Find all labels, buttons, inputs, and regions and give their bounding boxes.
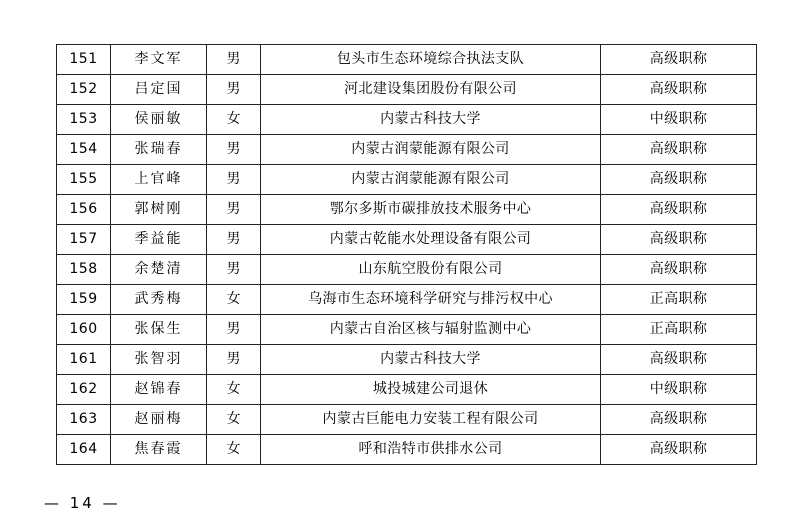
cell-org: 河北建设集团股份有限公司 — [261, 75, 601, 105]
cell-title: 中级职称 — [601, 105, 757, 135]
cell-index: 153 — [57, 105, 111, 135]
cell-title: 高级职称 — [601, 45, 757, 75]
cell-org: 内蒙古科技大学 — [261, 345, 601, 375]
page-number: — 14 — — [44, 494, 121, 512]
cell-name: 侯丽敏 — [111, 105, 207, 135]
cell-sex: 男 — [207, 135, 261, 165]
cell-org: 包头市生态环境综合执法支队 — [261, 45, 601, 75]
table-row — [57, 285, 757, 315]
cell-org: 内蒙古自治区核与辐射监测中心 — [261, 315, 601, 345]
cell-index: 161 — [57, 345, 111, 375]
cell-title: 正高职称 — [601, 285, 757, 315]
cell-org: 乌海市生态环境科学研究与排污权中心 — [261, 285, 601, 315]
cell-sex: 女 — [207, 405, 261, 435]
table-row — [57, 375, 757, 405]
cell-sex: 男 — [207, 255, 261, 285]
cell-index: 156 — [57, 195, 111, 225]
cell-name: 上官峰 — [111, 165, 207, 195]
cell-index: 162 — [57, 375, 111, 405]
cell-title: 高级职称 — [601, 225, 757, 255]
cell-index: 155 — [57, 165, 111, 195]
cell-sex: 男 — [207, 45, 261, 75]
table-row — [57, 135, 757, 165]
cell-index: 164 — [57, 435, 111, 465]
cell-title: 高级职称 — [601, 255, 757, 285]
cell-title: 高级职称 — [601, 195, 757, 225]
cell-org: 内蒙古乾能水处理设备有限公司 — [261, 225, 601, 255]
cell-sex: 女 — [207, 105, 261, 135]
cell-title: 高级职称 — [601, 165, 757, 195]
cell-name: 郭树刚 — [111, 195, 207, 225]
cell-title: 高级职称 — [601, 435, 757, 465]
cell-name: 李文军 — [111, 45, 207, 75]
cell-title: 高级职称 — [601, 135, 757, 165]
cell-name: 赵丽梅 — [111, 405, 207, 435]
cell-index: 158 — [57, 255, 111, 285]
cell-index: 151 — [57, 45, 111, 75]
cell-org: 内蒙古巨能电力安装工程有限公司 — [261, 405, 601, 435]
table-row — [57, 45, 757, 75]
cell-name: 张瑞春 — [111, 135, 207, 165]
cell-name: 季益能 — [111, 225, 207, 255]
cell-sex: 男 — [207, 75, 261, 105]
cell-org: 内蒙古润蒙能源有限公司 — [261, 165, 601, 195]
table-row — [57, 165, 757, 195]
cell-name: 吕定国 — [111, 75, 207, 105]
cell-org: 内蒙古科技大学 — [261, 105, 601, 135]
cell-sex: 男 — [207, 195, 261, 225]
cell-title: 正高职称 — [601, 315, 757, 345]
cell-index: 154 — [57, 135, 111, 165]
cell-org: 山东航空股份有限公司 — [261, 255, 601, 285]
personnel-roster-table — [56, 44, 757, 465]
cell-org: 鄂尔多斯市碳排放技术服务中心 — [261, 195, 601, 225]
cell-org: 呼和浩特市供排水公司 — [261, 435, 601, 465]
cell-name: 赵锦春 — [111, 375, 207, 405]
table-row — [57, 225, 757, 255]
cell-index: 159 — [57, 285, 111, 315]
cell-title: 高级职称 — [601, 75, 757, 105]
cell-name: 焦春霞 — [111, 435, 207, 465]
cell-index: 160 — [57, 315, 111, 345]
table-row — [57, 75, 757, 105]
cell-sex: 男 — [207, 225, 261, 255]
cell-sex: 男 — [207, 315, 261, 345]
cell-sex: 男 — [207, 165, 261, 195]
cell-org: 城投城建公司退休 — [261, 375, 601, 405]
table-row — [57, 405, 757, 435]
cell-org: 内蒙古润蒙能源有限公司 — [261, 135, 601, 165]
cell-sex: 男 — [207, 345, 261, 375]
cell-title: 高级职称 — [601, 405, 757, 435]
cell-sex: 女 — [207, 375, 261, 405]
cell-name: 张保生 — [111, 315, 207, 345]
cell-name: 武秀梅 — [111, 285, 207, 315]
table-row — [57, 105, 757, 135]
cell-index: 152 — [57, 75, 111, 105]
cell-index: 157 — [57, 225, 111, 255]
table-row — [57, 315, 757, 345]
table-row — [57, 255, 757, 285]
cell-title: 高级职称 — [601, 345, 757, 375]
cell-index: 163 — [57, 405, 111, 435]
table-body — [57, 45, 757, 465]
cell-name: 张智羽 — [111, 345, 207, 375]
table-row — [57, 195, 757, 225]
cell-name: 余楚清 — [111, 255, 207, 285]
table-row — [57, 435, 757, 465]
cell-sex: 女 — [207, 285, 261, 315]
cell-sex: 女 — [207, 435, 261, 465]
cell-title: 中级职称 — [601, 375, 757, 405]
table-row — [57, 345, 757, 375]
